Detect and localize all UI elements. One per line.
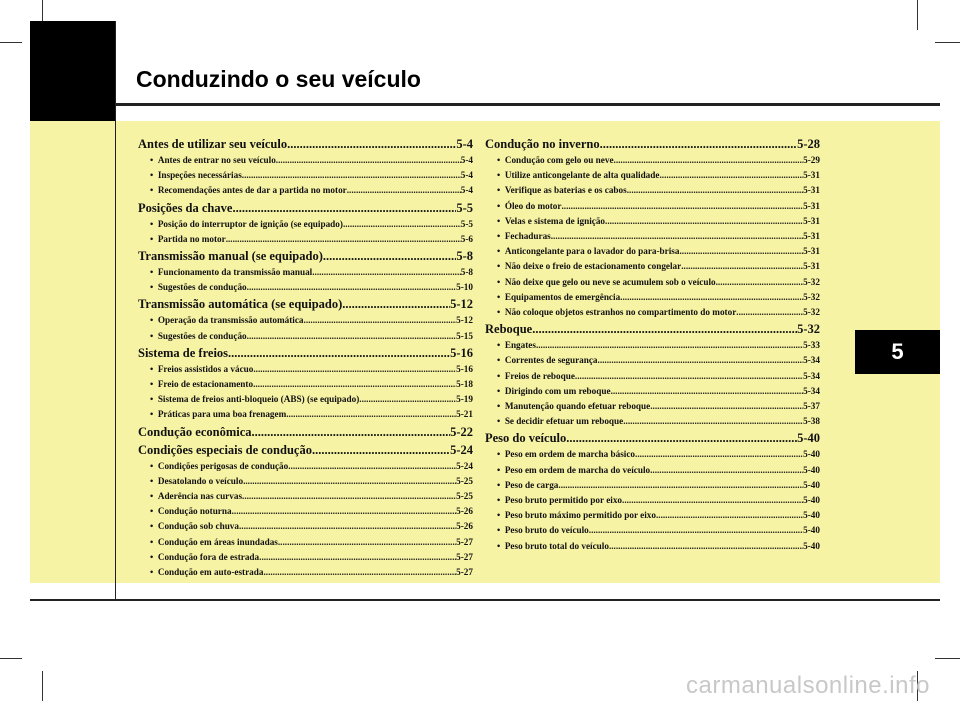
toc-entry-title: • Condução sob chuva xyxy=(150,519,239,534)
dot-leader xyxy=(561,199,803,214)
dot-leader xyxy=(247,329,457,344)
toc-entry-page: 5-31 xyxy=(803,261,820,272)
dot-leader xyxy=(620,290,803,305)
toc-section xyxy=(138,295,473,343)
toc-entry[interactable] xyxy=(138,550,473,565)
toc-section-heading-page: 5-32 xyxy=(797,322,820,337)
dot-leader xyxy=(736,305,803,320)
toc-entry[interactable] xyxy=(485,275,820,290)
toc-entry[interactable] xyxy=(138,217,473,232)
toc-entry-title: • Utilize anticongelante de alta qualidade xyxy=(497,168,659,183)
toc-section xyxy=(138,344,473,423)
toc-section-heading-title: Transmissão automática (se equipado) xyxy=(138,297,343,312)
toc-entry-page: 5-29 xyxy=(803,155,820,165)
toc-entry[interactable] xyxy=(138,519,473,534)
toc-entry[interactable] xyxy=(485,508,820,523)
toc-entry-page: 5-27 xyxy=(456,536,473,547)
toc-section-heading-title: Peso do veículo xyxy=(485,431,567,446)
toc-entry[interactable] xyxy=(138,280,473,295)
dot-leader xyxy=(276,153,461,168)
toc-entry-title: • Fechaduras xyxy=(497,229,551,244)
toc-section-heading-title: Posições da chave xyxy=(138,200,233,215)
toc-entry[interactable] xyxy=(485,259,820,274)
dot-leader xyxy=(627,183,803,198)
toc-entry-title: • Aderência nas curvas xyxy=(150,489,242,504)
toc-entry[interactable] xyxy=(138,489,473,504)
toc-entry[interactable] xyxy=(485,539,820,554)
toc-entry-page: 5-12 xyxy=(456,315,473,326)
dot-leader xyxy=(343,217,461,232)
toc-entry[interactable] xyxy=(485,338,820,353)
toc-entry-title: • Condução com gelo ou neve xyxy=(497,153,614,168)
dot-leader xyxy=(359,392,456,407)
toc-entry-page: 5-15 xyxy=(456,330,473,341)
toc-section xyxy=(485,429,820,553)
toc-entry[interactable] xyxy=(138,265,473,280)
toc-section-heading-page: 5-4 xyxy=(456,137,473,151)
toc-entry-page: 5-31 xyxy=(803,215,820,226)
toc-entry-title: • Desatolando o veículo xyxy=(150,474,243,489)
toc-entry-title: • Práticas para uma boa frenagem xyxy=(150,407,286,422)
toc-entry-title: • Sistema de freios anti-bloqueio (ABS) (se equipado) xyxy=(150,392,359,407)
toc-entry-page: 5-37 xyxy=(803,401,820,412)
toc-section-heading[interactable] xyxy=(485,429,820,447)
toc-entry-title: • Partida no motor xyxy=(150,232,226,247)
toc-entry[interactable] xyxy=(138,504,473,519)
toc-entry-page: 5-18 xyxy=(456,379,473,390)
toc-entry-title: • Sugestões de condução xyxy=(150,329,247,344)
dot-leader xyxy=(228,344,450,362)
toc-entry-title: • Sugestões de condução xyxy=(150,280,247,295)
crop-mark xyxy=(935,42,960,43)
toc-entry[interactable] xyxy=(138,183,473,198)
toc-section-heading-title: Condução no inverno xyxy=(485,137,600,151)
toc-entry-title: • Freios assistidos a vácuo xyxy=(150,362,253,377)
toc-section-heading-page: 5-12 xyxy=(450,297,473,312)
toc-entry[interactable] xyxy=(138,313,473,328)
toc-entry[interactable] xyxy=(138,232,473,247)
toc-entry-page: 5-21 xyxy=(456,409,473,420)
toc-section-heading-page: 5-5 xyxy=(456,200,473,215)
toc-entry[interactable] xyxy=(485,214,820,229)
dot-leader xyxy=(304,313,457,328)
dot-leader xyxy=(611,384,804,399)
toc-section xyxy=(138,247,473,295)
toc-entry-title: • Freio de estacionamento xyxy=(150,377,253,392)
toc-entry[interactable] xyxy=(485,447,820,462)
margin-divider xyxy=(115,21,116,601)
toc-section xyxy=(485,135,820,320)
toc-entry[interactable] xyxy=(138,362,473,377)
toc-entry-page: 5-6 xyxy=(460,233,473,244)
dot-leader xyxy=(252,423,451,441)
toc-entry-title: • Óleo do motor xyxy=(497,199,561,214)
toc-entry-page: 5-40 xyxy=(803,479,820,490)
dot-leader xyxy=(342,295,450,313)
toc-entry-title: • Se decidir efetuar um reboque xyxy=(497,414,623,429)
toc-entry-page: 5-24 xyxy=(456,460,473,471)
toc-entry-page: 5-40 xyxy=(803,464,820,475)
toc-entry[interactable] xyxy=(485,229,820,244)
dot-leader xyxy=(532,320,797,338)
toc-entry-title: • Peso em ordem de marcha do veículo xyxy=(497,463,650,478)
dot-leader xyxy=(286,407,456,422)
toc-entry-page: 5-27 xyxy=(456,551,473,562)
toc-entry[interactable] xyxy=(485,353,820,368)
toc-entry-page: 5-8 xyxy=(460,267,473,278)
toc-entry-page: 5-5 xyxy=(460,218,473,229)
toc-section-heading[interactable] xyxy=(138,344,473,362)
dot-leader xyxy=(239,519,456,534)
dot-leader xyxy=(232,504,457,519)
dot-leader xyxy=(575,369,803,384)
toc-entry[interactable] xyxy=(485,183,820,198)
toc-entry-page: 5-34 xyxy=(803,355,820,366)
toc-entry-title: • Peso bruto total do veículo xyxy=(497,539,609,554)
toc-entry-page: 5-31 xyxy=(803,200,820,211)
dot-leader xyxy=(232,199,456,217)
toc-entry[interactable] xyxy=(138,329,473,344)
page-title: Conduzindo o seu veículo xyxy=(136,66,421,92)
toc-entry-title: • Verifique as baterias e os cabos xyxy=(497,183,627,198)
toc-entry-title: • Condução noturna xyxy=(150,504,232,519)
toc-entry-title: • Antes de entrar no seu veículo xyxy=(150,153,276,168)
toc-section-heading[interactable] xyxy=(138,247,473,265)
toc-entry-title: • Recomendações antes de dar a partida no motor xyxy=(150,183,347,198)
toc-entry-title: • Funcionamento da transmissão manual xyxy=(150,265,312,280)
toc-entry[interactable] xyxy=(485,168,820,183)
toc-section-heading-title: Transmissão manual (se equipado) xyxy=(138,249,323,264)
dot-leader xyxy=(536,338,803,353)
toc-entry-page: 5-16 xyxy=(456,363,473,374)
toc-entry-page: 5-40 xyxy=(803,525,820,536)
toc-section-heading[interactable] xyxy=(138,135,473,153)
toc-entry[interactable] xyxy=(138,407,473,422)
toc-entry-page: 5-25 xyxy=(456,491,473,502)
toc-section-heading[interactable] xyxy=(485,320,820,338)
toc-entry-title: • Correntes de segurança xyxy=(497,353,598,368)
toc-entry[interactable] xyxy=(138,474,473,489)
crop-mark xyxy=(0,42,22,43)
dot-leader xyxy=(589,523,803,538)
toc-entry[interactable] xyxy=(485,414,820,429)
toc-entry-title: • Inspeções necessárias xyxy=(150,168,242,183)
toc-entry[interactable] xyxy=(485,493,820,508)
chapter-corner-block xyxy=(30,21,116,121)
dot-leader xyxy=(312,441,450,459)
toc-entry-title: • Operação da transmissão automática xyxy=(150,313,304,328)
dot-leader xyxy=(247,280,457,295)
toc-entry[interactable] xyxy=(138,153,473,168)
toc-entry-title: • Peso bruto do veículo xyxy=(497,523,589,538)
toc-section-heading-page: 5-8 xyxy=(456,249,473,264)
dot-leader xyxy=(566,429,797,447)
dot-leader xyxy=(679,244,803,259)
chapter-tab[interactable] xyxy=(855,330,940,374)
dot-leader xyxy=(681,259,803,274)
toc-entry-page: 5-4 xyxy=(460,185,473,196)
toc-entry-page: 5-19 xyxy=(456,394,473,405)
toc-section-heading-title: Antes de utilizar seu veículo xyxy=(138,137,288,151)
toc-entry[interactable] xyxy=(485,523,820,538)
toc-entry-page: 5-26 xyxy=(456,506,473,517)
toc-entry[interactable] xyxy=(138,565,473,580)
dot-leader xyxy=(656,508,803,523)
toc-section xyxy=(138,441,473,581)
toc-entry-title: • Posição do interruptor de ignição (se equipado) xyxy=(150,217,343,232)
toc-entry[interactable] xyxy=(138,459,473,474)
dot-leader xyxy=(287,135,456,153)
toc-entry-page: 5-40 xyxy=(803,510,820,521)
toc-section-heading-page: 5-16 xyxy=(450,345,473,360)
toc-entry[interactable] xyxy=(485,369,820,384)
toc-section-heading-title: Condução econômica xyxy=(138,424,252,439)
dot-leader xyxy=(600,135,797,153)
toc-entry-page: 5-10 xyxy=(456,282,473,293)
dot-leader xyxy=(347,183,461,198)
toc-section-heading[interactable] xyxy=(485,135,820,153)
toc-entry-title: • Freios de reboque xyxy=(497,369,575,384)
title-divider xyxy=(116,103,940,106)
toc-entry[interactable] xyxy=(485,478,820,493)
dot-leader xyxy=(278,535,456,550)
crop-mark xyxy=(0,658,22,659)
toc-entry-page: 5-40 xyxy=(803,540,820,551)
toc-entry-title: • Engates xyxy=(497,338,536,353)
dot-leader xyxy=(323,247,456,265)
dot-leader xyxy=(312,265,461,280)
chapter-number: 5 xyxy=(891,339,904,364)
toc-entry-page: 5-4 xyxy=(460,170,473,181)
dot-leader xyxy=(288,459,456,474)
crop-mark xyxy=(917,0,918,30)
toc-entry-title: • Peso bruto máximo permitido por eixo xyxy=(497,508,656,523)
toc-entry-title: • Equipamentos de emergência xyxy=(497,290,620,305)
toc-section-heading-title: Reboque xyxy=(485,322,533,337)
dot-leader xyxy=(622,493,803,508)
dot-leader xyxy=(598,353,804,368)
toc-entry-title: • Não coloque objetos estranhos no compartimento do motor xyxy=(497,305,736,320)
toc-entry-page: 5-32 xyxy=(803,276,820,287)
toc-entry-page: 5-38 xyxy=(803,416,820,427)
toc-section-heading[interactable] xyxy=(138,441,473,459)
toc-right-column xyxy=(485,135,820,554)
toc-entry-page: 5-31 xyxy=(803,170,820,181)
toc-section-heading[interactable] xyxy=(138,295,473,313)
toc-entry[interactable] xyxy=(138,168,473,183)
dot-leader xyxy=(259,550,456,565)
toc-entry-page: 5-31 xyxy=(803,246,820,257)
toc-entry-title: • Condições perigosas de condução xyxy=(150,459,288,474)
crop-mark xyxy=(935,658,960,659)
crop-mark xyxy=(42,671,43,701)
toc-entry[interactable] xyxy=(485,305,820,320)
dot-leader xyxy=(253,377,456,392)
toc-entry-title: • Condução fora de estrada xyxy=(150,550,259,565)
bottom-divider xyxy=(30,599,940,601)
dot-leader xyxy=(551,229,803,244)
dot-leader xyxy=(242,168,461,183)
dot-leader xyxy=(605,214,803,229)
dot-leader xyxy=(659,168,803,183)
toc-entry-page: 5-33 xyxy=(803,340,820,351)
toc-entry-title: • Não deixe que gelo ou neve se acumulem sob o veículo xyxy=(497,275,716,290)
dot-leader xyxy=(263,565,456,580)
toc-entry[interactable] xyxy=(138,377,473,392)
dot-leader xyxy=(614,153,804,168)
toc-entry[interactable] xyxy=(138,392,473,407)
toc-entry-page: 5-34 xyxy=(803,370,820,381)
dot-leader xyxy=(623,414,803,429)
toc-section xyxy=(138,423,473,441)
toc-section-heading-title: Sistema de freios xyxy=(138,345,229,360)
toc-entry[interactable] xyxy=(485,384,820,399)
toc-entry-title: • Peso de carga xyxy=(497,478,558,493)
dot-leader xyxy=(635,447,803,462)
toc-entry-title: • Peso em ordem de marcha básico xyxy=(497,447,635,462)
toc-entry-title: • Condução em áreas inundadas xyxy=(150,535,278,550)
toc-entry-page: 5-32 xyxy=(803,307,820,318)
toc-entry-page: 5-4 xyxy=(460,155,473,165)
toc-entry[interactable] xyxy=(485,290,820,305)
dot-leader xyxy=(609,539,803,554)
toc-section xyxy=(485,320,820,429)
toc-entry-title: • Não deixe o freio de estacionamento congelar xyxy=(497,259,681,274)
toc-entry[interactable] xyxy=(485,399,820,414)
toc-entry-page: 5-27 xyxy=(456,567,473,578)
toc-entry-page: 5-31 xyxy=(803,231,820,242)
toc-entry-title: • Anticongelante para o lavador do para-brisa xyxy=(497,244,679,259)
toc-entry-title: • Manutenção quando efetuar reboque xyxy=(497,399,650,414)
dot-leader xyxy=(253,362,456,377)
dot-leader xyxy=(243,474,456,489)
toc-entry-page: 5-34 xyxy=(803,385,820,396)
toc-entry-title: • Peso bruto permitido por eixo xyxy=(497,493,622,508)
toc-entry[interactable] xyxy=(485,199,820,214)
dot-leader xyxy=(716,275,804,290)
toc-entry-page: 5-32 xyxy=(803,291,820,302)
toc-section xyxy=(138,135,473,199)
toc-entry[interactable] xyxy=(485,463,820,478)
toc-entry[interactable] xyxy=(485,153,820,168)
toc-entry-title: • Condução em auto-estrada xyxy=(150,565,263,580)
toc-section-heading-title: Condições especiais de condução xyxy=(138,442,312,457)
toc-entry[interactable] xyxy=(138,535,473,550)
dot-leader xyxy=(242,489,456,504)
toc-entry-page: 5-40 xyxy=(803,449,820,460)
toc-section-heading-page: 5-40 xyxy=(797,431,820,446)
toc-entry-page: 5-40 xyxy=(803,495,820,506)
toc-section-heading-page: 5-28 xyxy=(797,137,820,151)
toc-entry-title: • Dirigindo com um reboque xyxy=(497,384,611,399)
toc-entry-page: 5-25 xyxy=(456,475,473,486)
toc-entry-page: 5-31 xyxy=(803,185,820,196)
toc-entry[interactable] xyxy=(485,244,820,259)
dot-leader xyxy=(558,478,803,493)
toc-section-heading[interactable] xyxy=(138,199,473,217)
toc-entry-page: 5-26 xyxy=(456,521,473,532)
dot-leader xyxy=(226,232,461,247)
watermark: carmanualsonline.info xyxy=(686,672,930,699)
dot-leader xyxy=(650,399,803,414)
toc-section xyxy=(138,199,473,247)
toc-entry-title: • Velas e sistema de ignição xyxy=(497,214,605,229)
toc-left-column xyxy=(138,135,473,580)
toc-section-heading[interactable] xyxy=(138,423,473,441)
toc-section-heading-page: 5-24 xyxy=(450,442,473,457)
dot-leader xyxy=(650,463,803,478)
toc-section-heading-page: 5-22 xyxy=(450,424,473,439)
